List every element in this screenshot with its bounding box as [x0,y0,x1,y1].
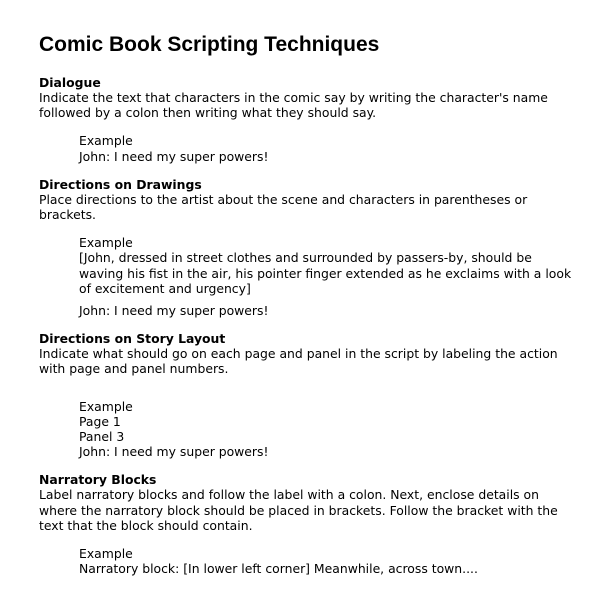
example-label: Example [79,398,133,414]
section-dialogue [39,75,579,164]
section-heading: Directions on Story Layout [39,331,226,347]
section-directions-on-drawings [39,177,579,318]
spacer [79,296,579,303]
example-label: Example [79,546,133,562]
section-heading: Narratory Blocks [39,472,157,488]
example-line: Narratory block: [In lower left corner] Meanwhile, across town.... [79,561,478,577]
example-line: Page 1 [79,413,121,429]
section-description: Indicate the text that characters in the comic say by writing the character's name followed by a colon then writing what they should say. [39,90,548,121]
section-description: Place directions to the artist about the scene and characters in parentheses or brackets. [39,191,528,223]
section-description: Indicate what should go on each page and panel in the script by labeling the action with page and panel numbers. [39,346,558,377]
example-line: John: I need my super powers! [79,444,269,460]
example-line: John: I need my super powers! [79,148,269,164]
section-heading: Directions on Drawings [39,176,202,192]
section-narratory-blocks [39,472,579,576]
page-title: Comic Book Scripting Techniques [39,33,380,56]
example-line: John: I need my super powers! [79,303,269,319]
section-directions-on-story-layout [39,331,579,459]
section-description: Label narratory blocks and follow the label with a colon. Next, enclose details on where the narratory block should be placed in brackets. Follow the bracket with the text that the block should contain. [39,487,558,533]
example-block [79,133,579,163]
example-block [79,399,579,460]
example-line: Panel 3 [79,429,125,445]
example-block [79,235,579,318]
document-page [39,33,579,589]
example-block [79,546,579,576]
example-line: [John, dressed in street clothes and surrounded by passers-by, should be waving his fist in the air, his pointer finger extended as he exclaims with a look of excitement and urgency] [79,250,576,296]
example-label: Example [79,235,133,251]
example-label: Example [79,133,133,149]
section-heading: Dialogue [39,75,101,90]
